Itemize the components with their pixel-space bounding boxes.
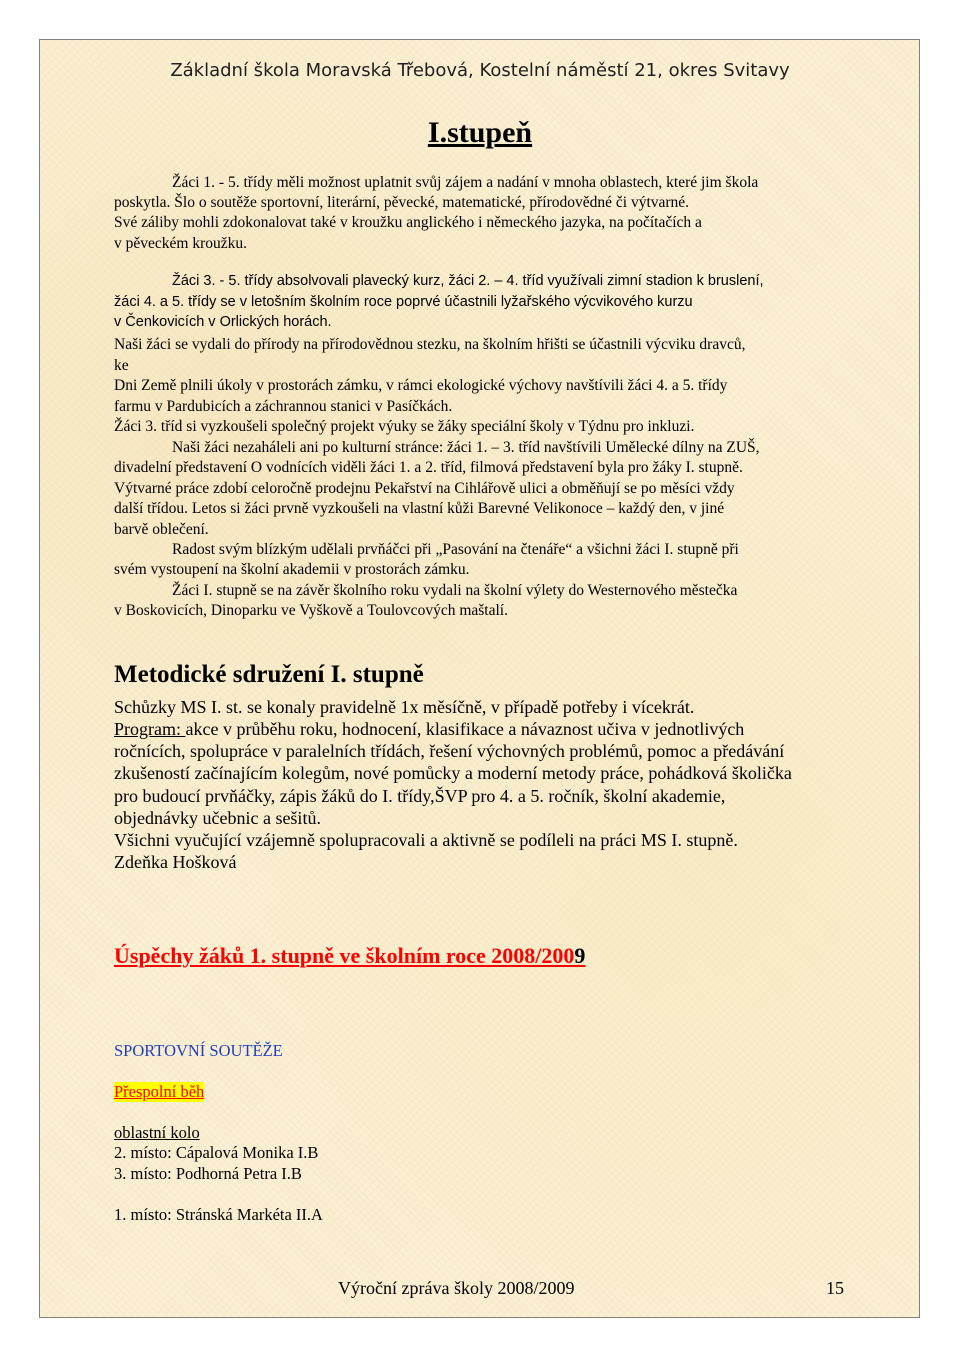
result-line: 1. místo: Stránská Markéta II.A xyxy=(114,1205,323,1224)
paragraph-line: Žáci I. stupně se na závěr školního roku vydali na školní výlety do Westernového městečka xyxy=(172,582,738,599)
ms-program-line: ročnících, spolupráce v paralelních třídách, řešení výchovných problémů, pomoc a předávání xyxy=(114,741,785,761)
paragraph-line: svém vystoupení na školní akademii v prostorách zámku. xyxy=(114,561,470,578)
sport-heading: SPORTOVNÍ SOUTĚŽE xyxy=(114,1041,283,1060)
paragraph-line: v Čenkovicích v Orlických horách. xyxy=(114,314,332,330)
result-line: 3. místo: Podhorná Petra I.B xyxy=(114,1164,302,1183)
paragraph-line: Naši žáci se vydali do přírody na přírodovědnou stezku, na školním hřišti se účastnili výcviku dravců, xyxy=(114,336,746,353)
paragraph-line: Radost svým blízkým udělali prvňáčci při „Pasování na čtenáře“ a všichni žáci I. stupně při xyxy=(172,541,739,558)
section-title: I.stupeň xyxy=(427,116,533,149)
paragraph-line: Žáci 3. - 5. třídy absolvovali plavecký kurz, žáci 2. – 4. tříd využívali zimní stadion k bruslení, xyxy=(172,273,764,289)
paragraph-line: Naši žáci nezaháleli ani po kulturní stránce: žáci 1. – 3. tříd navštívili Umělecké dílny na ZUŠ, xyxy=(172,439,760,456)
success-heading xyxy=(114,943,585,969)
page-number: 15 xyxy=(826,1278,844,1298)
result-line: 2. místo: Cápalová Monika I.B xyxy=(114,1143,319,1162)
ms-program-line: objednávky učebnic a sešitů. xyxy=(114,808,321,828)
program-label: Program: xyxy=(114,719,186,739)
footer-report: Výroční zpráva školy 2008/2009 xyxy=(338,1278,575,1298)
success-heading-main: Úspěchy žáků 1. stupně ve školním roce 2008/200 xyxy=(114,943,575,968)
ms-heading: Metodické sdružení I. stupně xyxy=(114,661,424,688)
ms-program-line xyxy=(114,719,744,740)
paragraph-line: ke xyxy=(114,357,129,374)
paragraph-line: farmu v Pardubicích a záchrannou stanici v Pasíčkách. xyxy=(114,398,453,415)
round-label: oblastní kolo xyxy=(114,1123,200,1142)
ms-program-line: zkušeností začínajícím kolegům, nové pomůcky a moderní metody práce, pohádková školička xyxy=(114,763,792,783)
ms-author: Zdeňka Hošková xyxy=(114,852,237,872)
school-header: Základní škola Moravská Třebová, Kostelní náměstí 21, okres Svitavy xyxy=(170,60,790,81)
paragraph-line: v pěveckém kroužku. xyxy=(114,235,247,252)
paragraph-line: Výtvarné práce zdobí celoročně prodejnu Pekařství na Cihlářově ulici a obměňují se po měsíci vždy xyxy=(114,480,735,497)
paragraph-line: Dni Země plnili úkoly v prostorách zámku, v rámci ekologické výchovy navštívili žáci 4. a 5. třídy xyxy=(114,377,728,394)
paragraph-line: poskytla. Šlo o soutěže sportovní, literární, pěvecké, matematické, přírodovědné či výtvarné. xyxy=(114,194,690,211)
ms-line: Schůzky MS I. st. se konaly pravidelně 1x měsíčně, v případě potřeby i vícekrát. xyxy=(114,697,695,717)
success-heading-tail: 9 xyxy=(574,943,586,968)
paragraph-line: v Boskovicích, Dinoparku ve Vyškově a Toulovcových maštalí. xyxy=(114,602,508,619)
program-text: akce v průběhu roku, hodnocení, klasifikace a návaznost učiva v jednotlivých xyxy=(185,719,745,739)
paragraph-line: Žáci 3. tříd si vyzkoušeli společný projekt výuky se žáky speciální školy v Týdnu pro inkluzi. xyxy=(114,418,695,435)
paragraph-line: Žáci 1. - 5. třídy měli možnost uplatnit svůj zájem a nadání v mnoha oblastech, které jim škola xyxy=(172,174,759,191)
paragraph-line: Své záliby mohli zdokonalovat také v kroužku anglického i německého jazyka, na počítačích a xyxy=(114,214,702,231)
paragraph-line: barvě oblečení. xyxy=(114,521,209,538)
paragraph-line: žáci 4. a 5. třídy se v letošním školním roce poprvé účastnili lyžařského výcvikového kurzu xyxy=(114,294,693,310)
ms-closing: Všichni vyučující vzájemně spolupracovali a aktivně se podíleli na práci MS I. stupně. xyxy=(114,830,738,850)
paragraph-line: divadelní představení O vodnících viděli žáci 1. a 2. tříd, filmová představení byla pro žáky I. stupně. xyxy=(114,459,743,476)
paragraph-line: další třídou. Letos si žáci prvně vyzkoušeli na vlastní kůži Barevné Velikonoce – každý den, v jiné xyxy=(114,500,725,517)
ms-program-line: pro budoucí prvňáčky, zápis žáků do I. třídy,ŠVP pro 4. a 5. ročník, školní akademie, xyxy=(114,786,726,806)
event-title: Přespolní běh xyxy=(114,1082,205,1101)
